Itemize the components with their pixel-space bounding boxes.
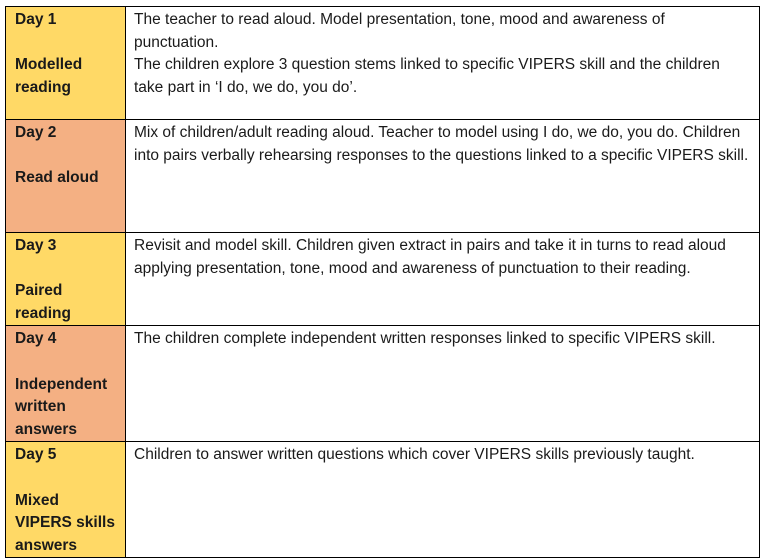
activity-label: answers <box>15 536 78 554</box>
day-label: Day 4 <box>15 330 57 348</box>
table-row-day-5 <box>6 442 760 558</box>
description-cell <box>126 326 760 442</box>
activity-label: answers <box>15 420 78 438</box>
reading-schedule-table <box>5 6 760 558</box>
day-cell <box>6 7 126 120</box>
activity-label: Independent <box>15 375 108 393</box>
day-label: Day 3 <box>15 237 57 254</box>
activity-label: VIPERS skills <box>15 514 115 532</box>
table-row-day-4 <box>6 326 760 442</box>
day-label: Day 1 <box>15 11 57 28</box>
description-cell <box>126 7 760 120</box>
description-paragraph: Children to answer written questions which cover VIPERS skills previously taught. <box>134 446 695 464</box>
activity-label: Mixed <box>15 491 59 509</box>
activity-label: Read aloud <box>15 169 99 187</box>
spacer <box>15 32 119 55</box>
description-cell <box>126 442 760 558</box>
description-paragraph: The children explore 3 question stems linked to specific VIPERS skill and the children take part in ‘I do, we do, you do’. <box>134 56 720 96</box>
spacer <box>15 351 119 374</box>
table-row-day-2 <box>6 120 760 233</box>
description-paragraph: The children complete independent written responses linked to specific VIPERS skill. <box>134 330 716 348</box>
day-cell <box>6 233 126 326</box>
day-cell <box>6 120 126 233</box>
activity-label: reading <box>15 78 71 96</box>
activity-label: Modelled <box>15 56 83 74</box>
description-paragraph: The teacher to read aloud. Model presentation, tone, mood and awareness of punctuation. <box>134 11 665 51</box>
day-label: Day 2 <box>15 124 57 141</box>
activity-label: written <box>15 398 66 416</box>
day-cell <box>6 326 126 442</box>
spacer <box>15 145 119 168</box>
description-paragraph: Revisit and model skill. Children given extract in pairs and take it in turns to read aloud applying presentation, tone, mood and awareness of punctuation to their reading. <box>134 237 726 277</box>
table-row-day-1 <box>6 7 760 120</box>
table-row-day-3 <box>6 233 760 326</box>
spacer <box>15 258 119 281</box>
activity-label: reading <box>15 304 71 322</box>
day-cell <box>6 442 126 558</box>
description-paragraph: Mix of children/adult reading aloud. Teacher to model using I do, we do, you do. Children into pairs verbally rehearsing responses to the questions linked to a specific VIPERS skill. <box>134 124 749 164</box>
activity-label: Paired <box>15 282 63 300</box>
spacer <box>15 467 119 490</box>
description-cell <box>126 233 760 326</box>
day-label: Day 5 <box>15 446 57 464</box>
description-cell <box>126 120 760 233</box>
